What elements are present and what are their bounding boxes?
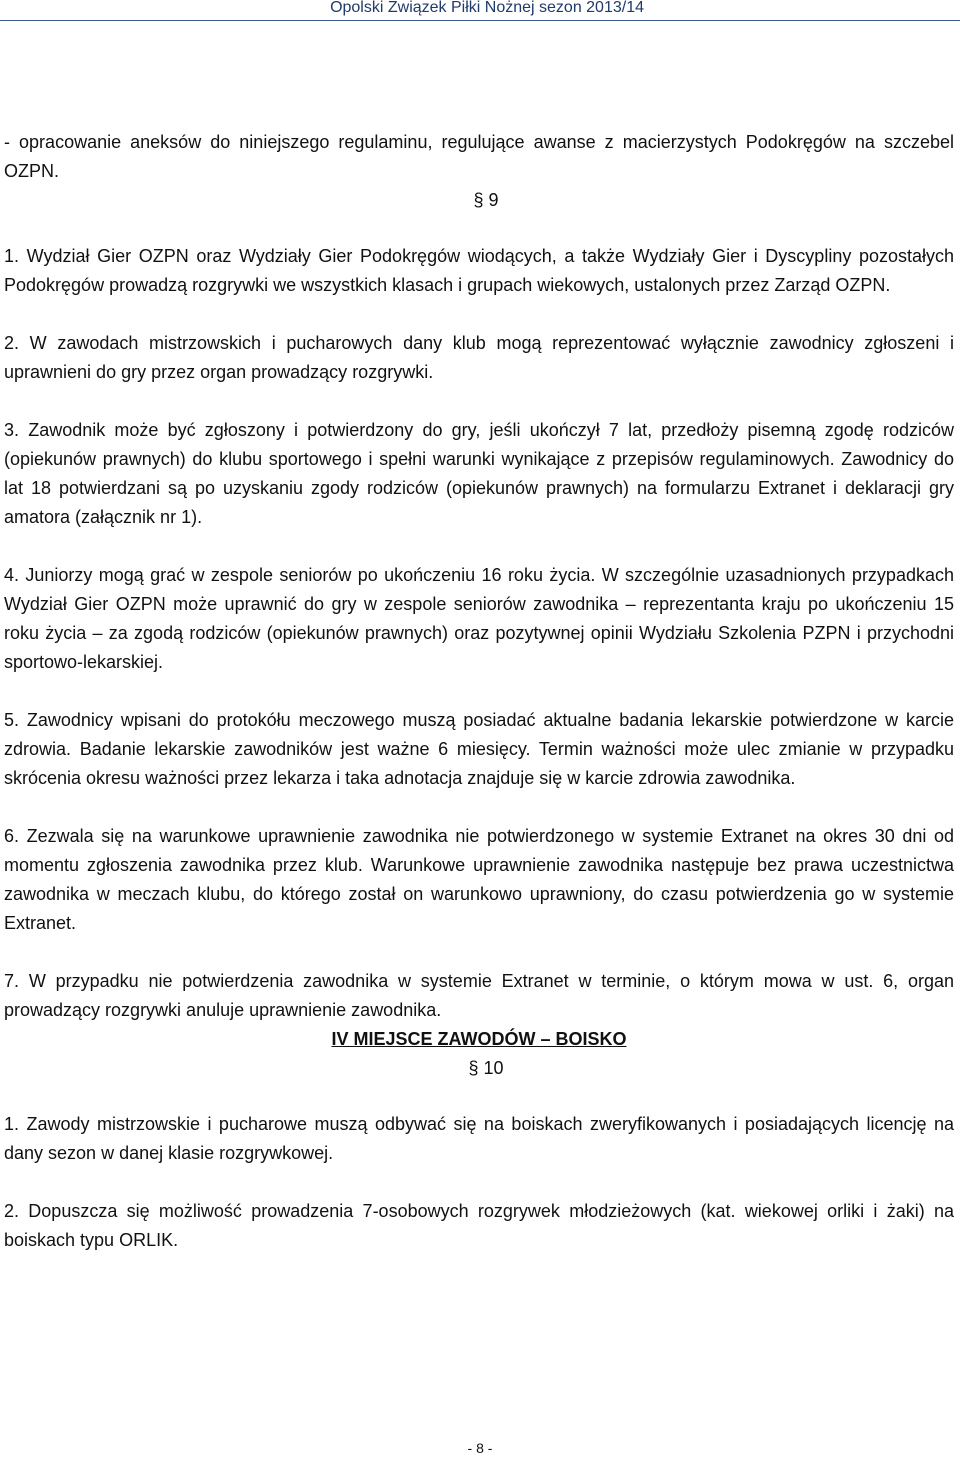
section-9-paragraph-2: 2. W zawodach mistrzowskich i pucharowych dany klub mogą reprezentować wyłącznie zawodnicy zgłoszeni i uprawnieni do gry przez organ prowadzący rozgrywki. — [4, 333, 954, 382]
section-9-paragraph-1: 1. Wydział Gier OZPN oraz Wydziały Gier Podokręgów wiodących, a także Wydziały Gier i Dyscypliny pozostałych Podokręgów prowadzą rozgrywki we wszystkich klasach i grupach wiekowych, ustalonych przez Zarząd OZPN. — [4, 246, 954, 295]
page-number: - 8 - — [467, 1440, 493, 1456]
header-rule — [0, 20, 960, 21]
section-10-paragraph-2: 2. Dopuszcza się możliwość prowadzenia 7-osobowych rozgrywek młodzieżowych (kat. wiekowej orliki i żaki) na boiskach typu ORLIK. — [4, 1201, 954, 1250]
intro-paragraph: - opracowanie aneksów do niniejszego regulaminu, regulujące awanse z macierzystych Podokręgów na szczebel OZPN. — [4, 132, 954, 181]
section-9-paragraph-6: 6. Zezwala się na warunkowe uprawnienie zawodnika nie potwierdzonego w systemie Extranet na okres 30 dni od momentu zgłoszenia zawodnika przez klub. Warunkowe uprawnienie zawodnika następuje bez prawa uczestnictwa zawodnika w meczach klubu, do którego został on warunkowo uprawniony, do czasu potwierdzenia go w systemie Extranet. — [4, 826, 954, 933]
page-header — [0, 0, 960, 21]
section-9-paragraph-3: 3. Zawodnik może być zgłoszony i potwierdzony do gry, jeśli ukończył 7 lat, przedłoży pisemną zgodę rodziców (opiekunów prawnych) do klubu sportowego i spełni warunki wynikające z przepisów regulaminowych. Zawodnicy do lat 18 potwierdzani są po uzyskaniu zgody rodziców (opiekunów prawnych) na formularzu Extranet i deklaracji gry amatora (załącznik nr 1). — [4, 420, 954, 527]
section-9-paragraph-5: 5. Zawodnicy wpisani do protokółu meczowego muszą posiadać aktualne badania lekarskie potwierdzone w karcie zdrowia. Badanie lekarskie zawodników jest ważne 6 miesięcy. Termin ważności może ulec zmianie w przypadku skrócenia okresu ważności przez lekarza i taka adnotacja znajduje się w karcie zdrowia zawodnika. — [4, 710, 954, 788]
section-10-paragraph-1: 1. Zawody mistrzowskie i pucharowe muszą odbywać się na boiskach zweryfikowanych i posiadających licencję na dany sezon w danej klasie rozgrywkowej. — [4, 1114, 954, 1163]
section-9-mark: § 9 — [473, 190, 499, 210]
chapter-4-heading: IV MIEJSCE ZAWODÓW – BOISKO — [331, 1029, 627, 1049]
section-9-paragraph-4: 4. Juniorzy mogą grać w zespole seniorów po ukończeniu 16 roku życia. W szczególnie uzasadnionych przypadkach Wydział Gier OZPN może uprawnić do gry w zespole seniorów zawodnika – reprezentanta kraju po ukończeniu 15 roku życia – za zgodą rodziców (opiekunów prawnych) oraz pozytywnej opinii Wydziału Szkolenia PZPN i przychodni sportowo-lekarskiej. — [4, 565, 954, 672]
section-9-paragraph-7: 7. W przypadku nie potwierdzenia zawodnika w systemie Extranet w terminie, o którym mowa w ust. 6, organ prowadzący rozgrywki anuluje uprawnienie zawodnika. — [4, 971, 954, 1020]
document-body — [4, 128, 954, 1255]
header-title: Opolski Związek Piłki Nożnej sezon 2013/14 — [330, 0, 644, 16]
section-10-mark: § 10 — [468, 1058, 504, 1078]
